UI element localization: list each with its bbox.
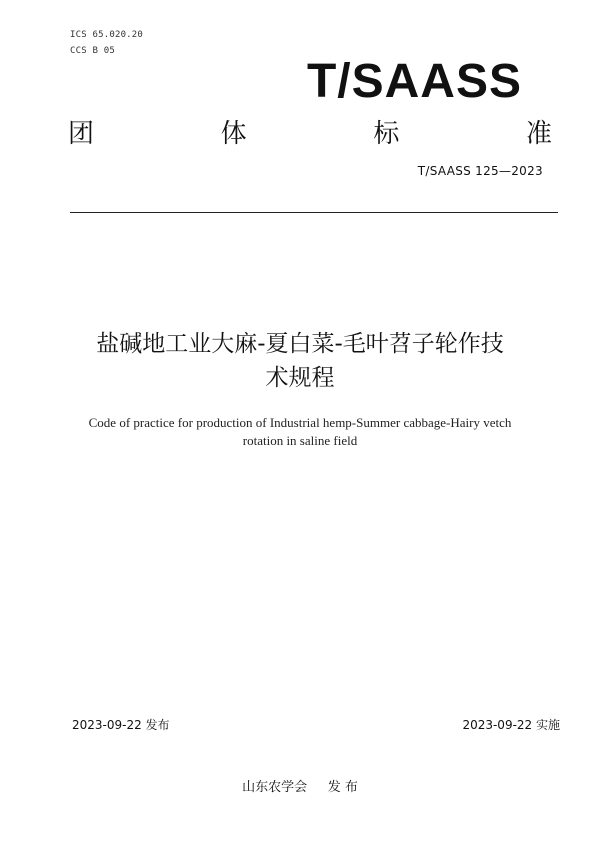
organization-code: T/SAASS bbox=[306, 55, 522, 108]
standard-type bbox=[68, 113, 552, 150]
title-english-line: rotation in saline field bbox=[242, 433, 358, 448]
standard-type-char: 标 bbox=[373, 119, 400, 149]
implementation-date: 2023-09-22 实施 bbox=[462, 718, 560, 732]
title-english bbox=[60, 414, 540, 450]
issuing-organization: 山东农学会 发 布 bbox=[242, 780, 358, 795]
ics-code: ICS 65.020.20 bbox=[70, 30, 144, 40]
ccs-code: CCS B 05 bbox=[70, 46, 115, 56]
standard-number: T/SAASS 125—2023 bbox=[417, 164, 543, 178]
header-divider bbox=[70, 212, 558, 213]
publish-date: 2023-09-22 发布 bbox=[72, 718, 170, 732]
title-chinese-line: 术规程 bbox=[265, 365, 335, 391]
title-chinese-line: 盐碱地工业大麻-夏白菜-毛叶苕子轮作技 bbox=[96, 331, 504, 357]
standard-type-char: 体 bbox=[220, 119, 247, 149]
title-chinese bbox=[60, 327, 540, 395]
standard-type-char: 团 bbox=[68, 119, 95, 149]
standard-type-char: 准 bbox=[525, 119, 552, 149]
title-english-line: Code of practice for production of Industrial hemp-Summer cabbage-Hairy vetch bbox=[88, 415, 512, 430]
